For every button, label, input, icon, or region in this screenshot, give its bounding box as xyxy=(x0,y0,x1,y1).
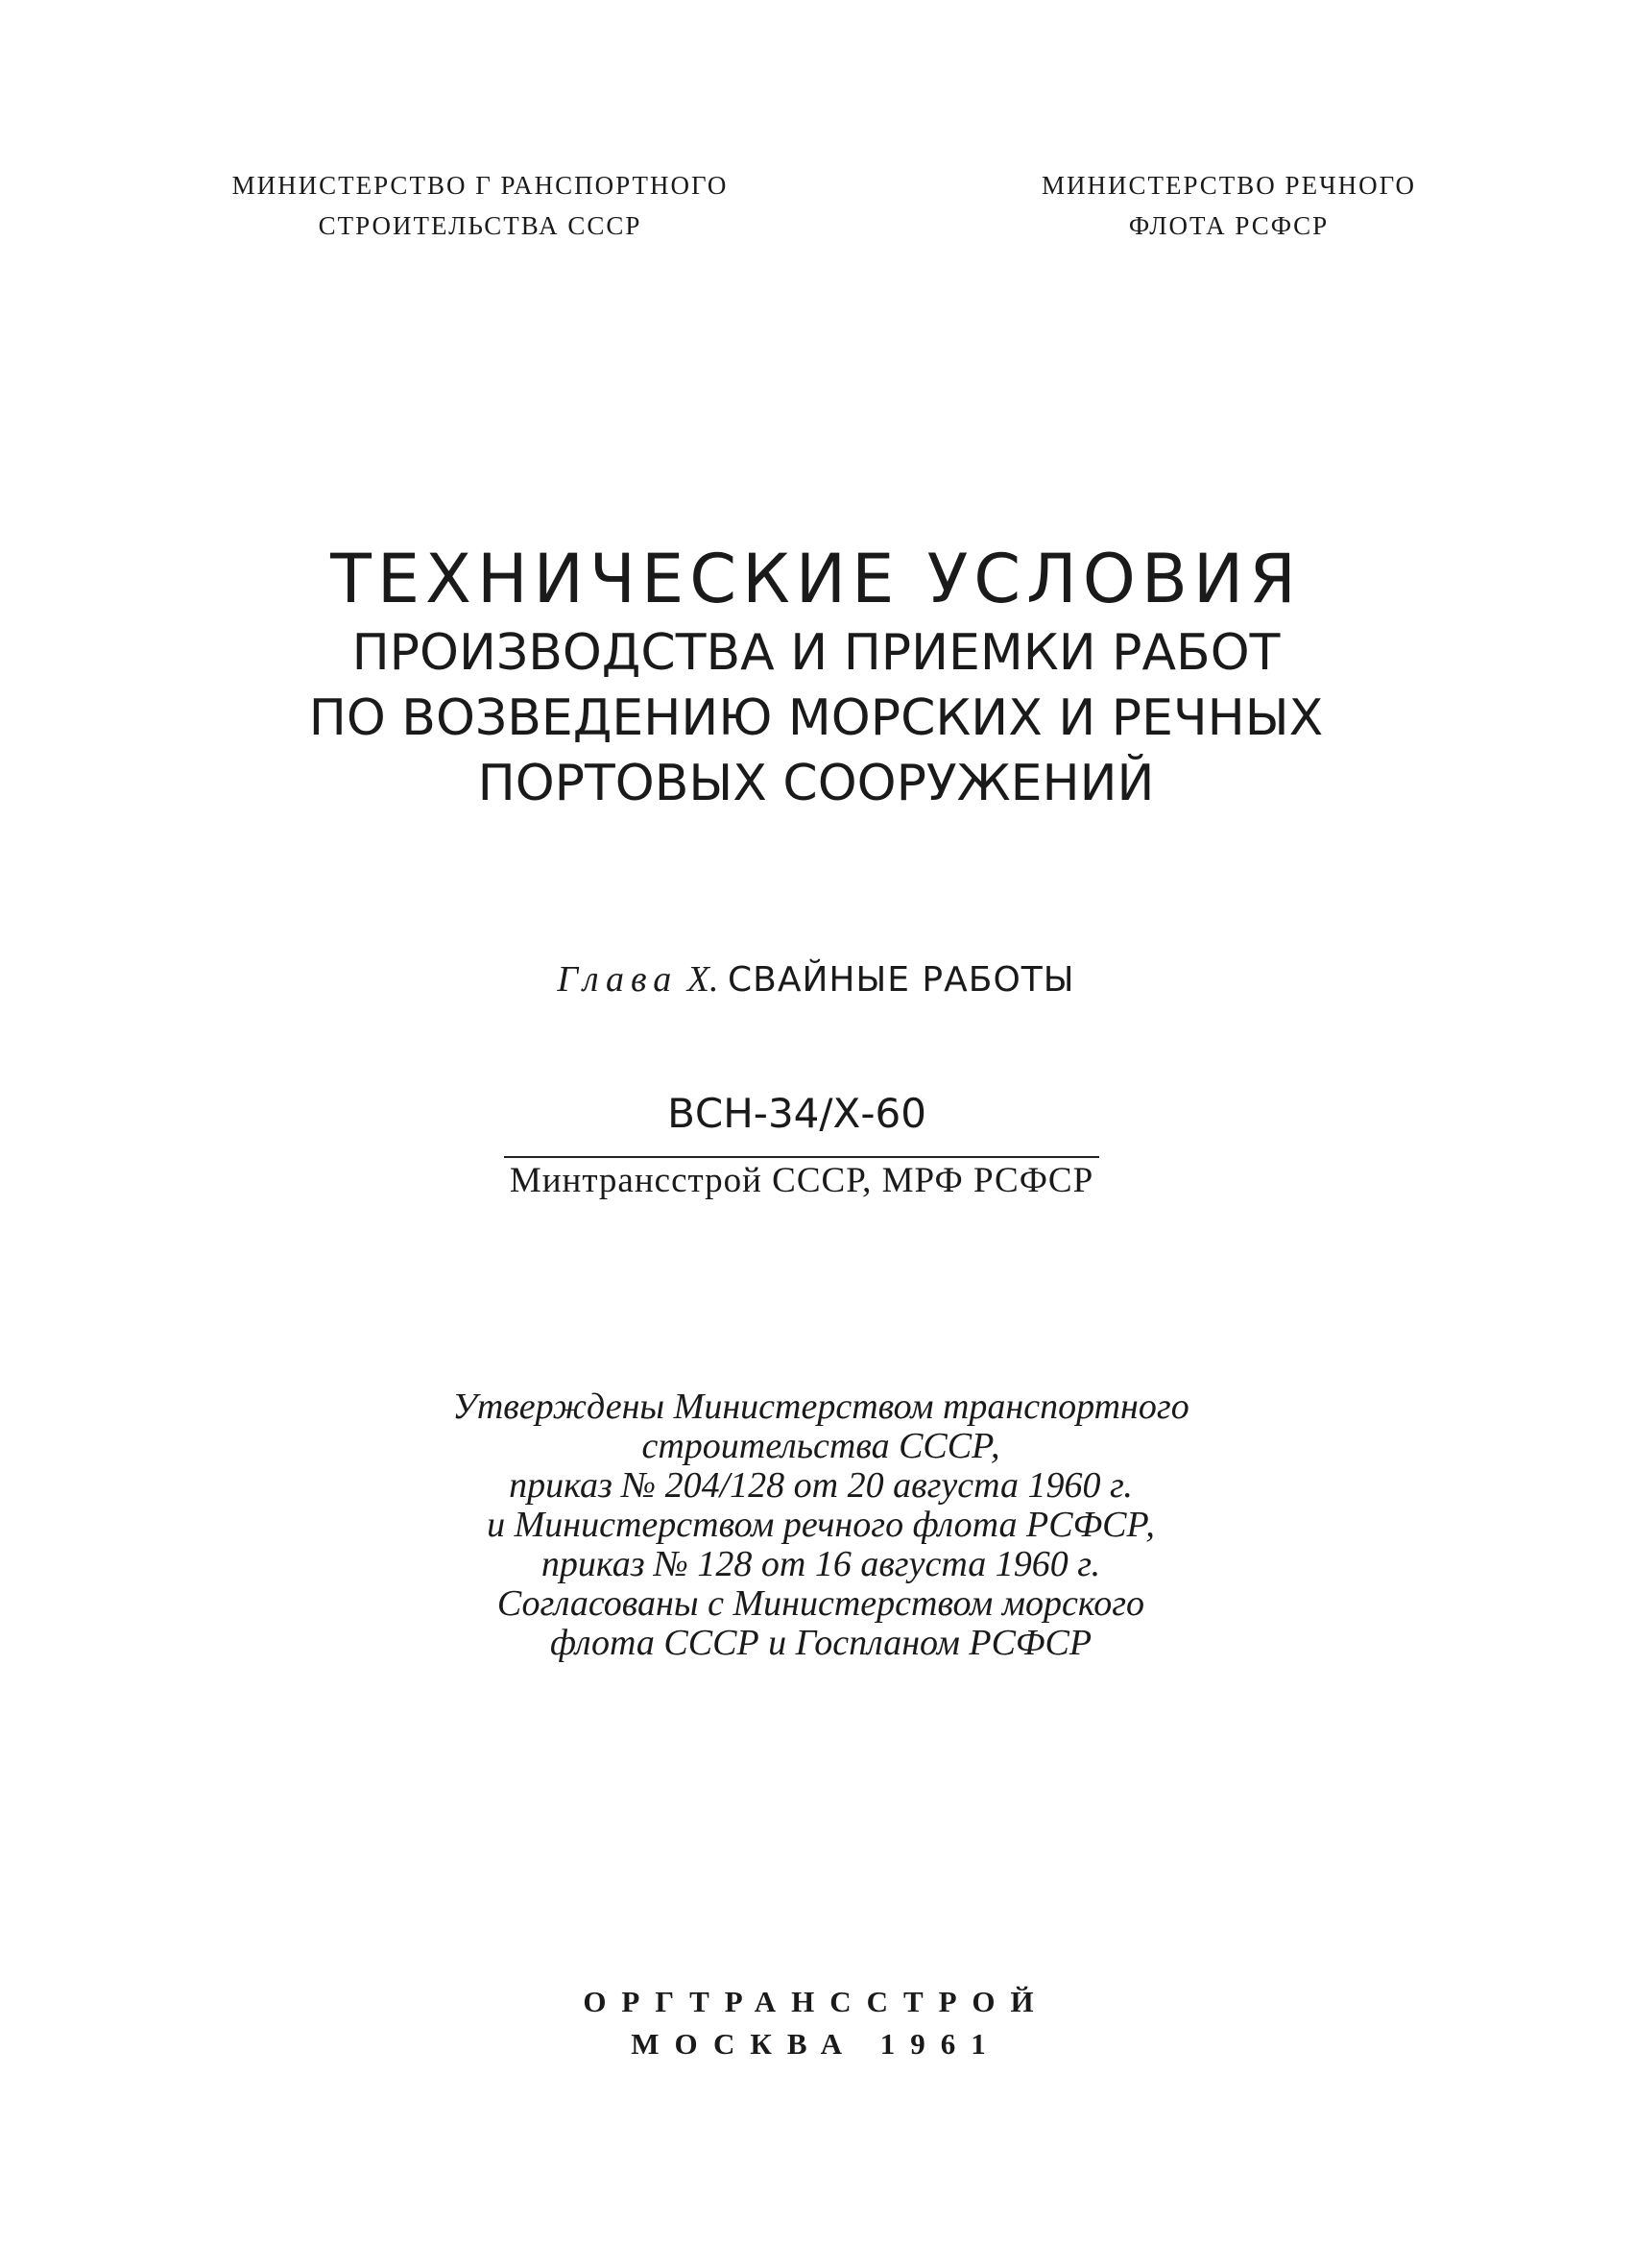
left-ministry-header xyxy=(182,165,778,246)
code-divider xyxy=(504,1156,1099,1158)
publisher-name: ОРГТРАНССТРОЙ xyxy=(583,1985,1049,2018)
document-code: ВСН-34/Х-60 xyxy=(667,1090,926,1137)
approval-line-1: Утверждены Министерством транспортного xyxy=(452,1387,1189,1427)
right-ministry-line-2: ФЛОТА РСФСР xyxy=(1128,211,1330,240)
approval-line-6: Согласованы с Министерством морского xyxy=(496,1583,1145,1624)
left-ministry-line-1: МИНИСТЕРСТВО Г РАНСПОРТНОГО xyxy=(231,171,729,200)
publisher-imprint xyxy=(576,1981,1056,2065)
right-ministry-header xyxy=(994,165,1464,246)
approval-line-2: строительства СССР, xyxy=(641,1426,1000,1466)
approval-line-4: и Министерством речного флота РСФСР, xyxy=(487,1505,1155,1545)
approval-line-5: приказ № 128 от 16 августа 1960 г. xyxy=(540,1544,1101,1584)
chapter-heading xyxy=(336,958,1296,1001)
title-line-2: ПО ВОЗВЕДЕНИЮ МОРСКИХ И РЕЧНЫХ xyxy=(308,689,1324,747)
chapter-name: СВАЙНЫЕ РАБОТЫ xyxy=(728,960,1075,1000)
document-title xyxy=(192,538,1440,816)
chapter-number: X. xyxy=(686,959,719,1000)
approval-line-7: флота СССР и Госпланом РСФСР xyxy=(549,1623,1093,1663)
title-main: ТЕХНИЧЕСКИЕ УСЛОВИЯ xyxy=(330,540,1302,618)
approval-note xyxy=(365,1387,1277,1663)
right-ministry-line-1: МИНИСТЕРСТВО РЕЧНОГО xyxy=(1041,171,1417,200)
publisher-city-year: МОСКВА 1961 xyxy=(631,2027,1001,2061)
title-line-3: ПОРТОВЫХ СООРУЖЕНИЙ xyxy=(477,755,1155,812)
approval-line-3: приказ № 204/128 от 20 августа 1960 г. xyxy=(509,1465,1133,1506)
left-ministry-line-2: СТРОИТЕЛЬСТВА СССР xyxy=(318,211,642,240)
chapter-label: Глава xyxy=(557,959,679,1000)
document-issuer: Минтрансстрой СССР, МРФ РСФСР xyxy=(509,1161,1094,1200)
title-line-1: ПРОИЗВОДСТВА И ПРИЕМКИ РАБОТ xyxy=(351,624,1281,682)
